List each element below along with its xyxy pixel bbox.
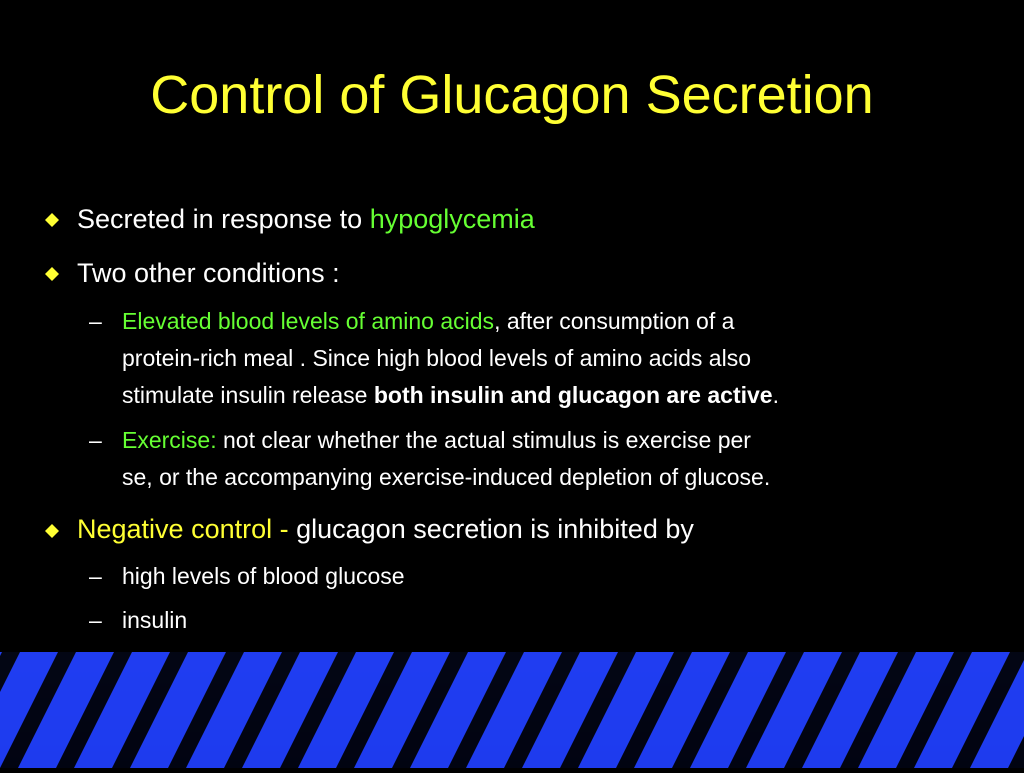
- sub-item-text: , after consumption of a: [494, 308, 735, 334]
- dash-bullet: –: [89, 308, 102, 334]
- diamond-bullet-icon: [45, 524, 59, 538]
- sub-item-line: se, or the accompanying exercise-induced depletion of glucose.: [122, 464, 771, 490]
- sub-item-blood-glucose: high levels of blood glucose: [122, 563, 405, 589]
- dash-bullet: –: [89, 607, 102, 633]
- stripe-pattern: [0, 652, 1024, 768]
- diamond-bullet-icon: [45, 213, 59, 227]
- sub-item-line: [122, 377, 922, 414]
- bullet-text: glucagon secretion is inhibited by: [296, 514, 694, 544]
- bullet-text: Two other conditions :: [77, 258, 340, 288]
- bullet-item-conditions: [77, 257, 340, 289]
- sub-item-insulin: insulin: [122, 607, 188, 633]
- highlight-term: hypoglycemia: [369, 204, 535, 234]
- striped-footer-band: [0, 652, 1024, 768]
- sub-item-text: .: [772, 382, 779, 408]
- slide-title: Control of Glucagon Secretion: [150, 65, 874, 125]
- sub-item-amino-acids: [122, 303, 922, 414]
- dash-bullet: –: [89, 563, 102, 589]
- dash-bullet: –: [89, 427, 102, 453]
- bullet-text: Secreted in response to: [77, 204, 370, 234]
- highlight-term: Elevated blood levels of amino acids: [122, 308, 495, 334]
- bullet-item-negative-control: [77, 513, 694, 545]
- bullet-item-hypoglycemia: [77, 203, 535, 235]
- sub-item-line: [122, 303, 922, 340]
- bold-text: both insulin and glucagon are active: [373, 382, 773, 408]
- sub-item-text: stimulate insulin release: [122, 382, 374, 408]
- highlight-term: Negative control -: [77, 514, 297, 544]
- sub-item-text: not clear whether the actual stimulus is exercise per: [216, 427, 751, 453]
- highlight-term: Exercise:: [122, 427, 217, 453]
- sub-item-line: protein-rich meal . Since high blood levels of amino acids also: [122, 345, 751, 371]
- sub-item-exercise: [122, 422, 922, 496]
- sub-item-line: [122, 422, 922, 459]
- diamond-bullet-icon: [45, 267, 59, 281]
